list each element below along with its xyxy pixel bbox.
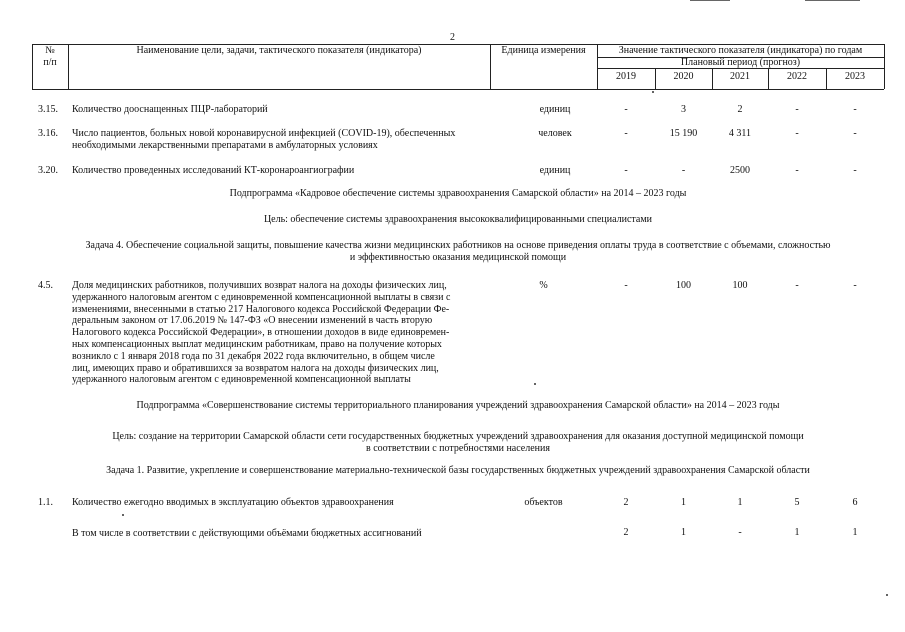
row-unit: единиц <box>539 104 571 115</box>
row-value: - <box>738 527 742 538</box>
row-name <box>72 280 490 386</box>
task-heading: Задача 1. Развитие, укрепление и совершенствование материально-технической базы государственных бюджетных учреждений здравоохранения Самарской области <box>106 465 810 476</box>
row-value: - <box>795 104 799 115</box>
row-value: 1 <box>852 527 858 538</box>
scan-speck <box>534 383 536 385</box>
row-value: 2500 <box>730 165 750 176</box>
row-name: Количество проведенных исследований КТ-коронароангиографии <box>72 165 355 176</box>
row-value: 2 <box>737 104 743 115</box>
header-year: 2019 <box>616 71 636 82</box>
row-name: В том числе в соответствии с действующими объёмами бюджетных ассигнований <box>72 528 422 539</box>
scan-speck <box>886 594 888 596</box>
task-heading: и эффективностью оказания медицинской помощи <box>349 252 567 263</box>
row-value: 4 311 <box>728 128 752 139</box>
row-value: 15 190 <box>669 128 698 139</box>
row-number: 3.20. <box>38 165 58 176</box>
header-num: № п/п <box>43 45 57 68</box>
row-value: - <box>853 104 857 115</box>
header-plan-period: Плановый период (прогноз) <box>680 57 801 68</box>
header-unit: Единица измерения <box>501 45 586 56</box>
row-value: - <box>624 280 628 291</box>
row-number: 4.5. <box>38 280 53 291</box>
row-value: - <box>795 128 799 139</box>
row-unit: единиц <box>539 165 571 176</box>
row-unit: объектов <box>524 497 563 508</box>
header-year: 2021 <box>730 71 750 82</box>
row-value: 100 <box>732 280 748 291</box>
row-name-line: Доля медицинских работников, получивших возврат налога на доходы физических лиц, <box>72 280 447 291</box>
row-value: - <box>853 280 857 291</box>
row-name-line: Налогового кодекса Российской Федерации», в отношении доходов в виде единовремен- <box>72 327 450 339</box>
row-value: 1 <box>681 527 686 538</box>
scan-speck <box>122 514 124 516</box>
task-heading: Задача 4. Обеспечение социальной защиты, повышение качества жизни медицинских работников на основе приведения оплаты труда в соответствие с объемами, сложностью <box>85 240 831 251</box>
goal-heading: в соответствии с потребностями населения <box>366 443 550 454</box>
row-value: - <box>624 165 628 176</box>
scan-mark <box>805 0 860 1</box>
row-name: Число пациентов, больных новой коронавирусной инфекцией (COVID-19), обеспеченных необходимыми лекарственными препаратами в амбулаторных условиях <box>72 128 456 151</box>
subprogram-heading: Подпрограмма «Совершенствование системы территориального планирования учреждений здравоохранения Самарской области» на 2014 – 2023 годы <box>136 400 780 411</box>
row-name-line: ных компенсационных выплат медицинским работникам, право на получение которых <box>72 338 442 350</box>
row-value: 6 <box>852 497 858 508</box>
row-number: 3.16. <box>38 128 58 139</box>
row-value: - <box>795 280 799 291</box>
scan-mark <box>690 0 730 1</box>
row-number: 1.1. <box>38 497 53 508</box>
row-name-line: изменениями, внесенными в статью 217 Налогового кодекса Российской Федерации Фе- <box>72 303 450 315</box>
row-value: - <box>624 128 628 139</box>
row-name: Количество ежегодно вводимых в эксплуатацию объектов здравоохранения <box>72 497 394 508</box>
row-value: - <box>681 165 686 176</box>
goal-heading: Цель: обеспечение системы здравоохранения высококвалифицированными специалистами <box>263 214 653 225</box>
row-value: - <box>624 104 628 115</box>
row-unit: человек <box>538 128 572 139</box>
row-value: 2 <box>623 497 629 508</box>
header-name: Наименование цели, задачи, тактического показателя (индикатора) <box>136 45 422 56</box>
row-value: 5 <box>794 497 800 508</box>
header-year: 2023 <box>845 71 865 82</box>
header-year: 2020 <box>673 71 694 82</box>
row-unit: % <box>539 280 548 291</box>
row-value: - <box>795 165 799 176</box>
row-value: 2 <box>623 527 629 538</box>
row-value: 1 <box>681 497 686 508</box>
row-name-line: лиц, имеющих право и обратившихся за возвратом налога на доходы физических лиц, <box>72 362 439 374</box>
row-name-line: удержанного налоговым агентом с единовременной компенсационной выплаты <box>72 374 411 386</box>
header-year: 2022 <box>787 71 807 82</box>
row-value: 100 <box>676 280 691 291</box>
row-value: 3 <box>681 104 686 115</box>
subprogram-heading: Подпрограмма «Кадровое обеспечение системы здравоохранения Самарской области» на 2014 – 2023 годы <box>229 188 687 199</box>
goal-heading: Цель: создание на территории Самарской области сети государственных бюджетных учреждений здравоохранения для оказания доступной медицинской помощи <box>112 431 804 442</box>
row-number: 3.15. <box>38 104 58 115</box>
row-name-line: возникло с 1 января 2018 года по 31 декабря 2022 года включительно, в общем числе <box>72 350 435 362</box>
row-name: Количество дооснащенных ПЦР-лабораторий <box>72 104 268 115</box>
page-number: 2 <box>450 32 455 43</box>
row-value: 1 <box>737 497 743 508</box>
header-values: Значение тактического показателя (индикатора) по годам <box>618 45 863 56</box>
scan-speck <box>652 91 654 93</box>
row-value: 1 <box>794 527 800 538</box>
row-name-line: удержанного налоговым агентом с единовременной компенсационной выплаты в связи с <box>72 291 451 303</box>
row-name-line: деральным законом от 17.06.2019 № 147-ФЗ «О внесении изменений в часть вторую <box>72 315 433 327</box>
row-value: - <box>853 165 857 176</box>
row-value: - <box>853 128 857 139</box>
